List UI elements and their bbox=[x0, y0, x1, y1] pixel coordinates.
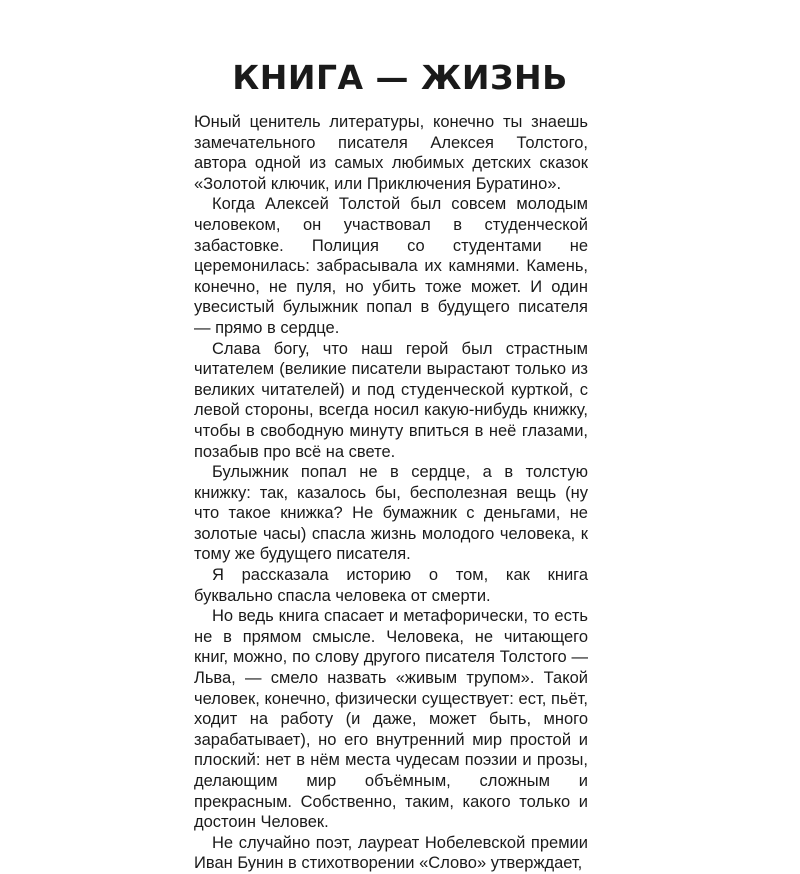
paragraph-5: Я рассказала историю о том, как книга буквально спасла человека от смерти. bbox=[194, 566, 588, 605]
paragraph-3: Слава богу, что наш герой был страстным читателем (великие писатели вырастают только из великих читателей) и под студенческой курткой, с левой стороны, всегда носил какую-нибудь книжку, чтобы в свободную минуту впиться в неё глазами, позабыв про всё на свете. bbox=[194, 339, 588, 461]
paragraph-2: Когда Алексей Толстой был совсем молодым человеком, он участвовал в студенческой забастовке. Полиция со студентами не церемонилась: забрасывала их камнями. Камень, конечно, не пуля, но убить тоже может. И один увесистый булыжник попал в будущего писателя — прямо в сердце. bbox=[194, 195, 588, 337]
page-title: КНИГА — ЖИЗНЬ bbox=[232, 58, 568, 97]
paragraph-4: Булыжник попал не в сердце, а в толстую книжку: так, казалось бы, бесполезная вещь (ну что такое книжка? Не бумажник с деньгами, не золотые часы) спасла жизнь молодого человека, к тому же будущего писателя. bbox=[194, 463, 588, 564]
paragraph-7: Не случайно поэт, лауреат Нобелевской премии Иван Бунин в стихотворении «Слово» утверждает, bbox=[194, 833, 588, 873]
paragraph-1: Юный ценитель литературы, конечно ты знаешь замечательного писателя Алексея Толстого, автора одной из самых любимых детских сказок «Золотой ключик, или Приключения Буратино». bbox=[194, 113, 588, 193]
paragraph-6: Но ведь книга спасает и метафорически, то есть не в прямом смысле. Человека, не читающего книг, можно, по слову другого писателя Толстого — Льва, — смело назвать «живым трупом». Такой человек, конечно, физически существует: ест, пьёт, ходит на работу (и даже, может быть, много зарабатывает), но его внутренний мир простой и плоский: нет в нём места чудесам поэзии и прозы, делающим мир объёмным, сложным и прекрасным. Собственно, таким, какого только и достоин Человек. bbox=[194, 607, 588, 832]
body-text bbox=[194, 112, 588, 874]
